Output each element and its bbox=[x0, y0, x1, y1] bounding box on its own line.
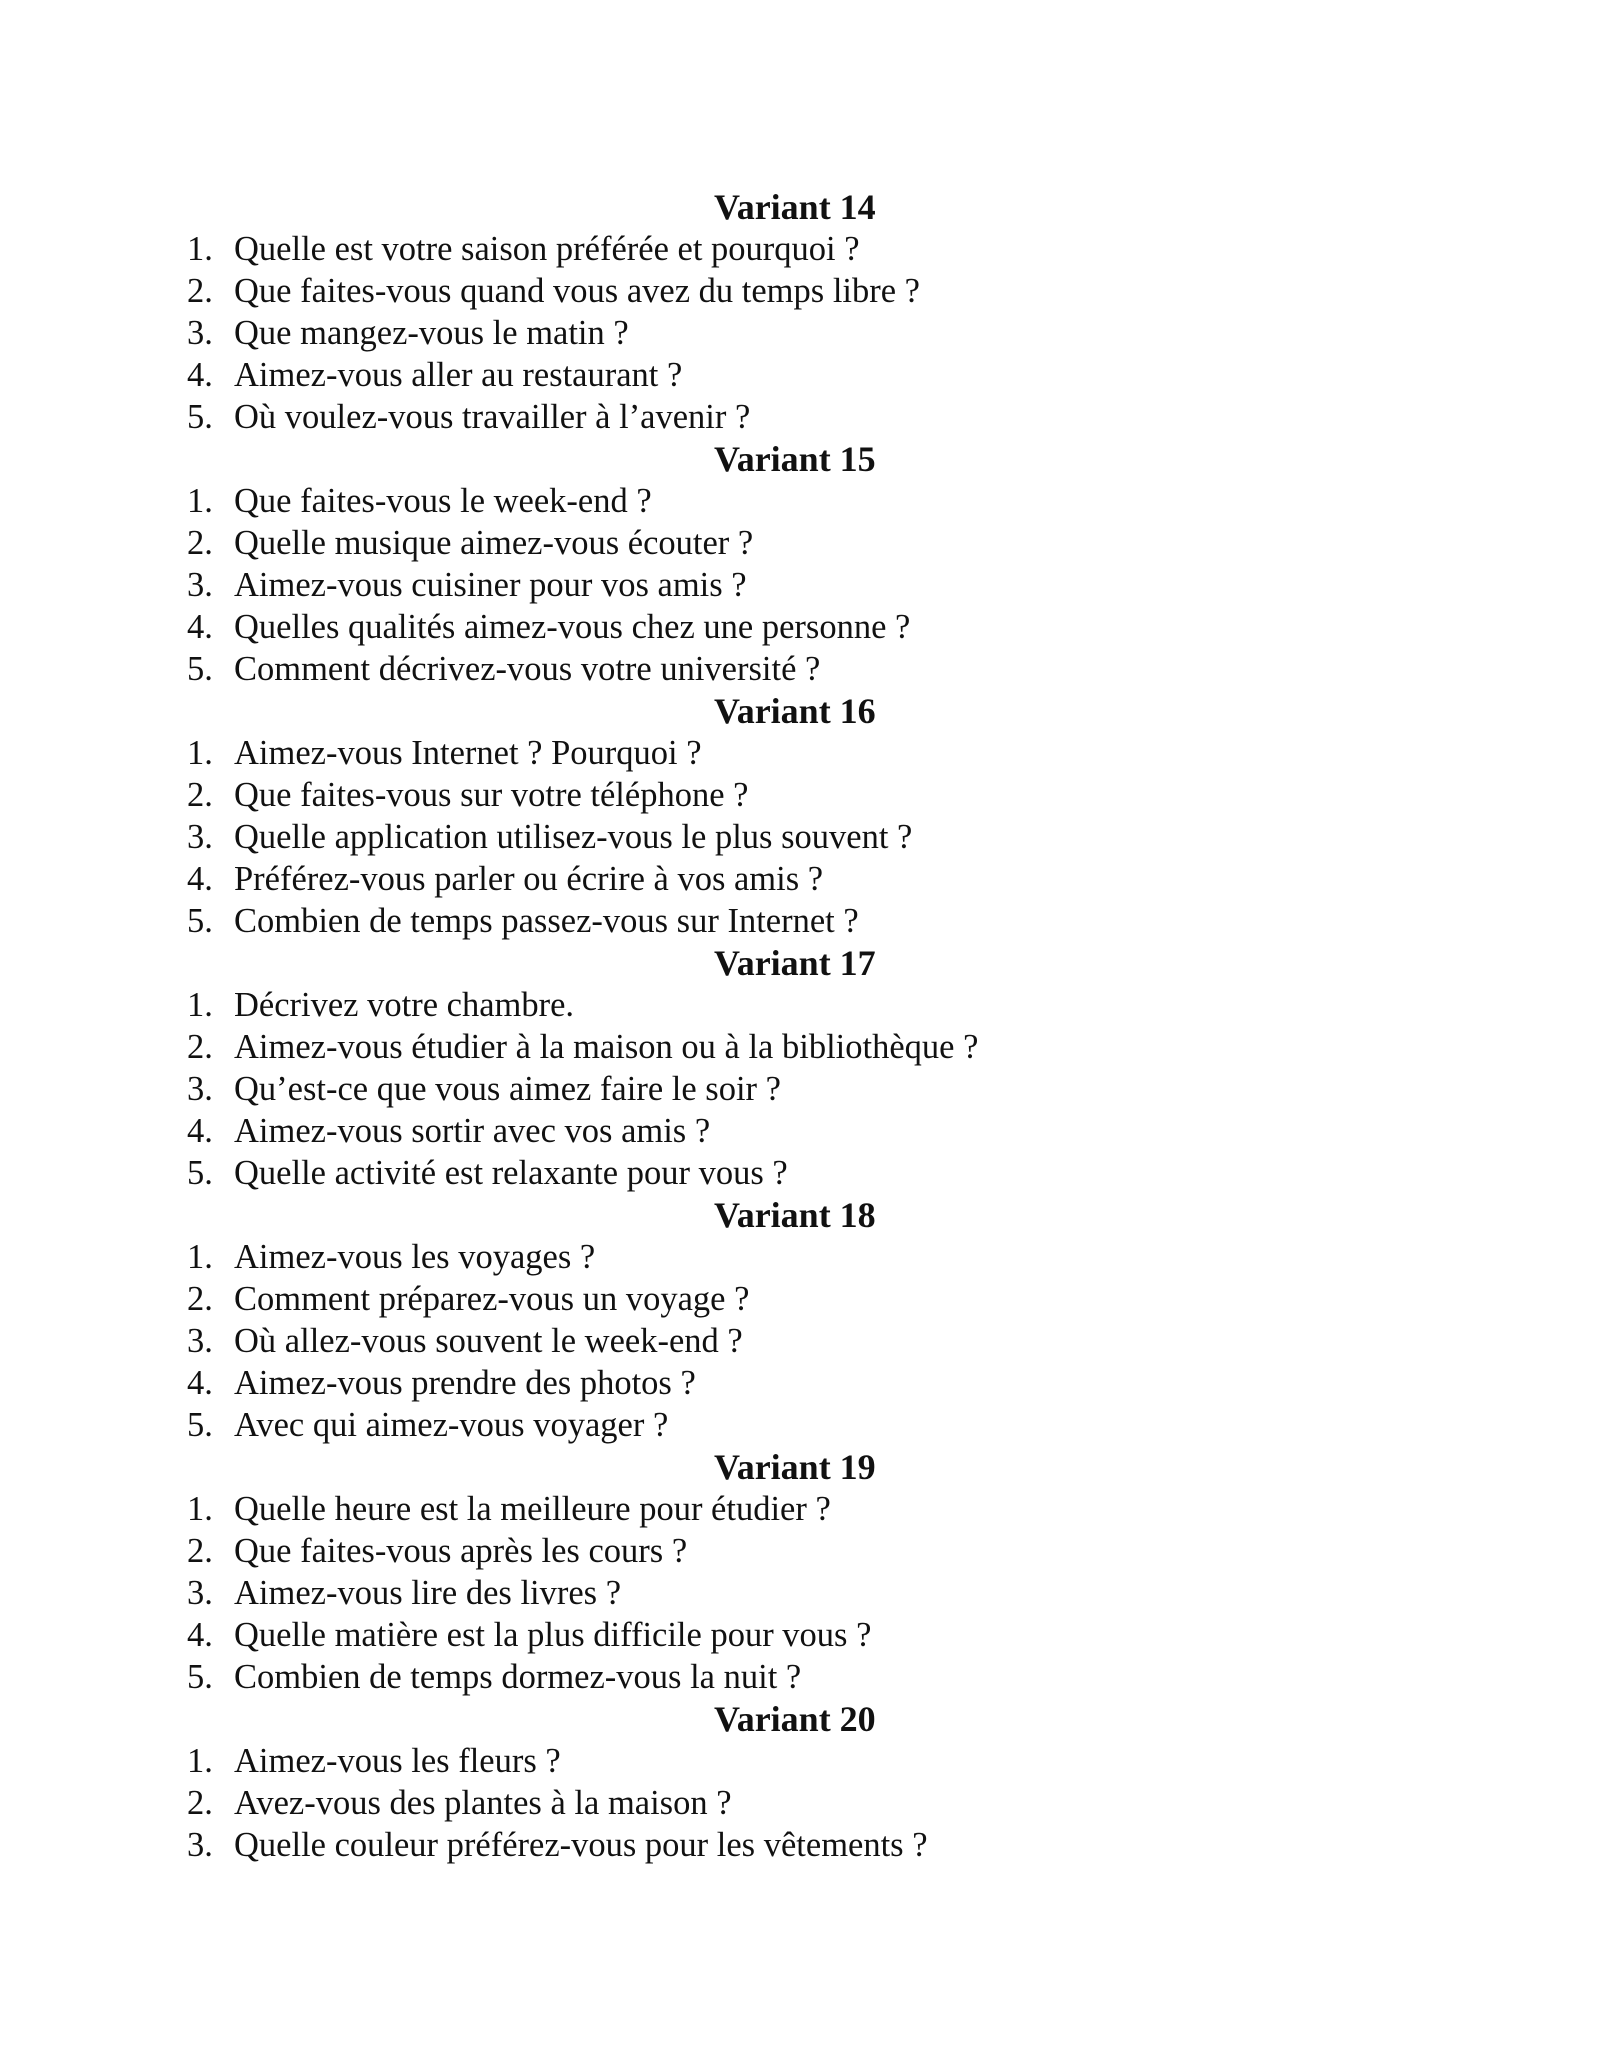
question-number: 2. bbox=[187, 524, 213, 562]
variant-20-section bbox=[0, 1698, 1600, 1866]
list-item bbox=[0, 1362, 1600, 1404]
question-number: 3. bbox=[187, 1826, 213, 1864]
variant-18-section bbox=[0, 1194, 1600, 1446]
list-item bbox=[0, 1656, 1600, 1698]
question-text: Qu’est-ce que vous aimez faire le soir ? bbox=[234, 1070, 781, 1108]
question-text: Comment décrivez-vous votre université ? bbox=[234, 650, 821, 688]
question-number: 1. bbox=[187, 1490, 213, 1528]
question-number: 4. bbox=[187, 1364, 213, 1402]
list-item bbox=[0, 1026, 1600, 1068]
list-item bbox=[0, 1572, 1600, 1614]
variant-title: Variant 18 bbox=[714, 1195, 876, 1235]
list-item bbox=[0, 564, 1600, 606]
question-text: Quelle application utilisez-vous le plus souvent ? bbox=[234, 818, 913, 856]
question-text: Aimez-vous lire des livres ? bbox=[234, 1574, 622, 1612]
question-number: 3. bbox=[187, 1070, 213, 1108]
list-item bbox=[0, 1404, 1600, 1446]
question-list bbox=[0, 1488, 1600, 1698]
question-number: 5. bbox=[187, 650, 213, 688]
variant-16-section bbox=[0, 690, 1600, 942]
variant-title: Variant 16 bbox=[714, 691, 876, 731]
question-number: 3. bbox=[187, 566, 213, 604]
question-list bbox=[0, 984, 1600, 1194]
list-item bbox=[0, 1068, 1600, 1110]
question-number: 2. bbox=[187, 776, 213, 814]
question-text: Combien de temps dormez-vous la nuit ? bbox=[234, 1658, 802, 1696]
question-number: 3. bbox=[187, 818, 213, 856]
question-number: 5. bbox=[187, 902, 213, 940]
variant-19-section bbox=[0, 1446, 1600, 1698]
question-text: Aimez-vous les fleurs ? bbox=[234, 1742, 561, 1780]
list-item bbox=[0, 900, 1600, 942]
question-text: Aimez-vous sortir avec vos amis ? bbox=[234, 1112, 711, 1150]
list-item bbox=[0, 858, 1600, 900]
list-item bbox=[0, 648, 1600, 690]
page-content bbox=[0, 186, 1600, 1866]
question-text: Préférez-vous parler ou écrire à vos amis ? bbox=[234, 860, 824, 898]
question-number: 3. bbox=[187, 1322, 213, 1360]
list-item bbox=[0, 1236, 1600, 1278]
question-text: Décrivez votre chambre. bbox=[234, 986, 575, 1024]
question-text: Avec qui aimez-vous voyager ? bbox=[234, 1406, 669, 1444]
list-item bbox=[0, 480, 1600, 522]
list-item bbox=[0, 1614, 1600, 1656]
question-number: 3. bbox=[187, 1574, 213, 1612]
question-number: 5. bbox=[187, 1658, 213, 1696]
question-number: 5. bbox=[187, 398, 213, 436]
variant-title: Variant 15 bbox=[714, 439, 876, 479]
list-item bbox=[0, 1152, 1600, 1194]
list-item bbox=[0, 522, 1600, 564]
variant-15-section bbox=[0, 438, 1600, 690]
question-text: Que faites-vous sur votre téléphone ? bbox=[234, 776, 749, 814]
question-number: 2. bbox=[187, 1028, 213, 1066]
question-text: Combien de temps passez-vous sur Internet ? bbox=[234, 902, 859, 940]
question-text: Quelle est votre saison préférée et pourquoi ? bbox=[234, 230, 860, 268]
question-text: Aimez-vous les voyages ? bbox=[234, 1238, 596, 1276]
list-item bbox=[0, 606, 1600, 648]
list-item bbox=[0, 1824, 1600, 1866]
list-item bbox=[0, 984, 1600, 1026]
question-text: Que faites-vous le week-end ? bbox=[234, 482, 652, 520]
list-item bbox=[0, 1278, 1600, 1320]
question-number: 3. bbox=[187, 314, 213, 352]
list-item bbox=[0, 312, 1600, 354]
question-text: Aimez-vous aller au restaurant ? bbox=[234, 356, 683, 394]
question-text: Que faites-vous après les cours ? bbox=[234, 1532, 688, 1570]
list-item bbox=[0, 732, 1600, 774]
list-item bbox=[0, 1488, 1600, 1530]
question-text: Où allez-vous souvent le week-end ? bbox=[234, 1322, 743, 1360]
list-item bbox=[0, 396, 1600, 438]
question-number: 4. bbox=[187, 860, 213, 898]
list-item bbox=[0, 1110, 1600, 1152]
question-list bbox=[0, 1740, 1600, 1866]
question-text: Aimez-vous cuisiner pour vos amis ? bbox=[234, 566, 747, 604]
question-text: Quelle couleur préférez-vous pour les vêtements ? bbox=[234, 1826, 928, 1864]
question-number: 1. bbox=[187, 482, 213, 520]
question-text: Quelle heure est la meilleure pour étudier ? bbox=[234, 1490, 831, 1528]
variant-title: Variant 19 bbox=[714, 1447, 876, 1487]
question-number: 2. bbox=[187, 1784, 213, 1822]
question-number: 1. bbox=[187, 1742, 213, 1780]
list-item bbox=[0, 1782, 1600, 1824]
question-number: 2. bbox=[187, 1280, 213, 1318]
list-item bbox=[0, 1740, 1600, 1782]
question-text: Que faites-vous quand vous avez du temps libre ? bbox=[234, 272, 920, 310]
question-text: Aimez-vous prendre des photos ? bbox=[234, 1364, 696, 1402]
question-text: Quelle activité est relaxante pour vous ? bbox=[234, 1154, 788, 1192]
question-text: Avez-vous des plantes à la maison ? bbox=[234, 1784, 732, 1822]
question-number: 5. bbox=[187, 1154, 213, 1192]
list-item bbox=[0, 270, 1600, 312]
question-list bbox=[0, 228, 1600, 438]
question-text: Quelle matière est la plus difficile pour vous ? bbox=[234, 1616, 872, 1654]
variant-14-section bbox=[0, 186, 1600, 438]
question-number: 4. bbox=[187, 1112, 213, 1150]
question-number: 1. bbox=[187, 734, 213, 772]
list-item bbox=[0, 774, 1600, 816]
variant-title: Variant 20 bbox=[714, 1699, 876, 1739]
variant-title: Variant 14 bbox=[714, 187, 876, 227]
question-list bbox=[0, 480, 1600, 690]
question-list bbox=[0, 732, 1600, 942]
list-item bbox=[0, 354, 1600, 396]
question-text: Que mangez-vous le matin ? bbox=[234, 314, 629, 352]
question-text: Où voulez-vous travailler à l’avenir ? bbox=[234, 398, 751, 436]
question-number: 4. bbox=[187, 608, 213, 646]
question-text: Quelle musique aimez-vous écouter ? bbox=[234, 524, 754, 562]
list-item bbox=[0, 228, 1600, 270]
question-number: 2. bbox=[187, 272, 213, 310]
list-item bbox=[0, 1530, 1600, 1572]
list-item bbox=[0, 816, 1600, 858]
question-number: 5. bbox=[187, 1406, 213, 1444]
question-text: Aimez-vous Internet ? Pourquoi ? bbox=[234, 734, 702, 772]
question-text: Comment préparez-vous un voyage ? bbox=[234, 1280, 750, 1318]
question-number: 1. bbox=[187, 986, 213, 1024]
variant-17-section bbox=[0, 942, 1600, 1194]
question-number: 1. bbox=[187, 1238, 213, 1276]
question-number: 4. bbox=[187, 356, 213, 394]
question-number: 2. bbox=[187, 1532, 213, 1570]
question-list bbox=[0, 1236, 1600, 1446]
question-text: Aimez-vous étudier à la maison ou à la bibliothèque ? bbox=[234, 1028, 979, 1066]
list-item bbox=[0, 1320, 1600, 1362]
question-number: 1. bbox=[187, 230, 213, 268]
question-number: 4. bbox=[187, 1616, 213, 1654]
variant-title: Variant 17 bbox=[714, 943, 876, 983]
question-text: Quelles qualités aimez-vous chez une personne ? bbox=[234, 608, 911, 646]
